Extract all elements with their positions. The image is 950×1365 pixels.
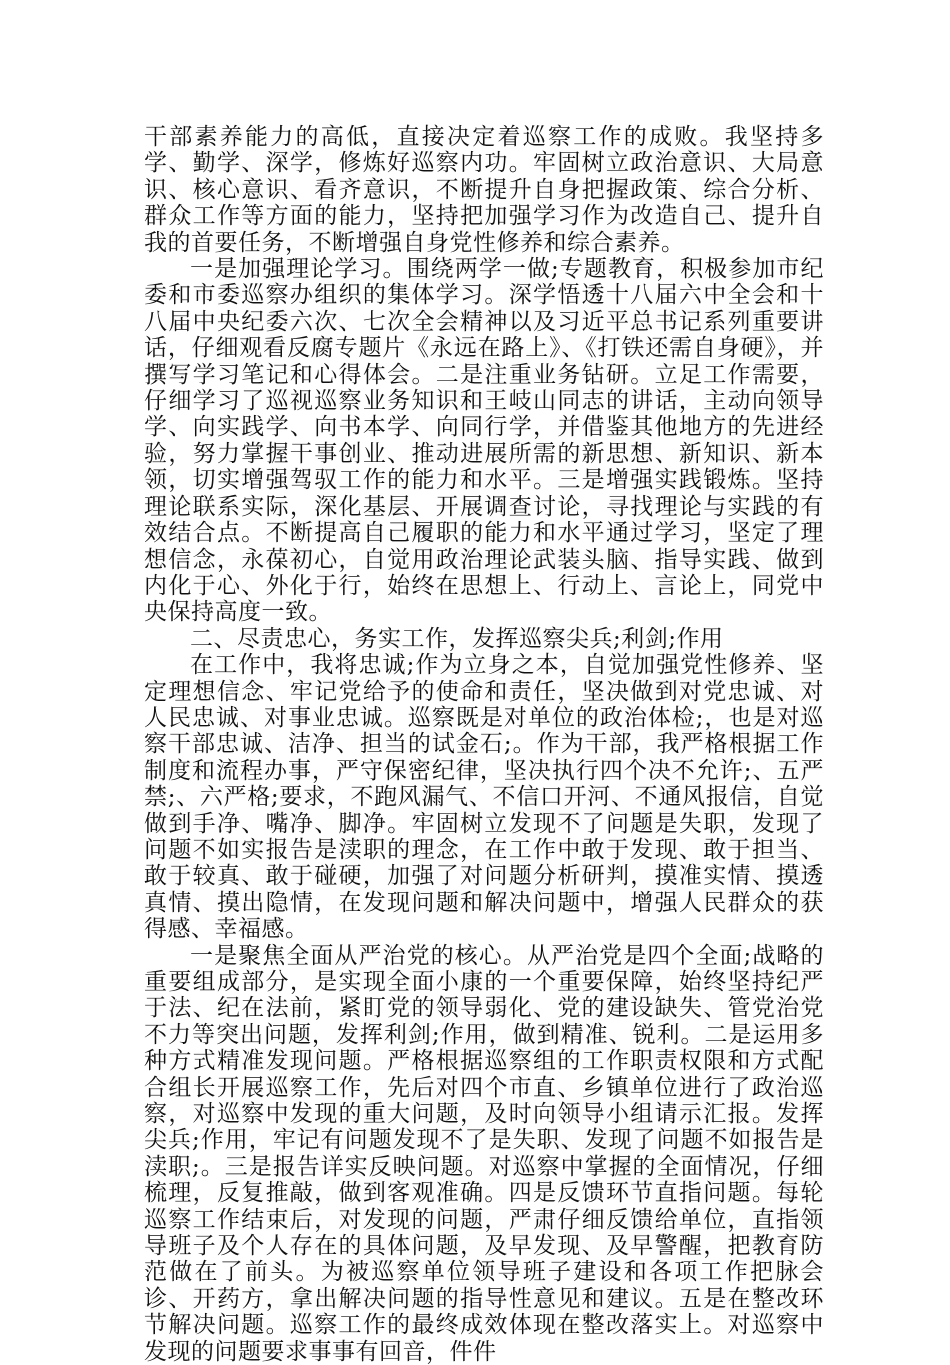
paragraph-continued-intro: 干部素养能力的高低，直接决定着巡察工作的成败。我坚持多学、勤学、深学，修炼好巡察内功。牢固树立政治意识、大局意识、核心意识、看齐意识，不断提升自身把握政策、综合分析、群众工作等方面的能力，坚持把加强学习作为改造自己、提升自我的首要任务，不断增强自身党性修养和综合素养。 [144,124,824,256]
paragraph-theory-study: 一是加强理论学习。围绕两学一做;专题教育，积极参加市纪委和市委巡察办组织的集体学习。深学悟透十八届六中全会和十八届中央纪委六次、七次全会精神以及习近平总书记系列重要讲话，仔细观看反腐专题片《永远在路上》、《打铁还需自身硬》，并撰写学习笔记和心得体会。二是注重业务钻研。立足工作需要，仔细学习了巡视巡察业务知识和王岐山同志的讲话，主动向领导学、向实践学、向书本学、向同行学，并借鉴其他地方的先进经验，努力掌握干事创业、推动进展所需的新思想、新知识、新本领，切实增强驾驭工作的能力和水平。三是增强实践锻炼。坚持理论联系实际，深化基层、开展调查讨论，寻找理论与实践的有效结合点。不断提高自己履职的能力和水平通过学习，坚定了理想信念，永葆初心，自觉用政治理论武装头脑、指导实践、做到内化于心、外化于行，始终在思想上、行动上、言论上，同党中央保持高度一致。 [144,256,824,626]
paragraph-loyalty: 在工作中，我将忠诚;作为立身之本，自觉加强党性修养、坚定理想信念、牢记党给予的使命和责任，坚决做到对党忠诚、对人民忠诚、对事业忠诚。巡察既是对单位的政治体检;，也是对巡察干部忠诚、洁净、担当的试金石;。作为干部，我严格根据工作制度和流程办事，严守保密纪律，坚决执行四个决不允许;、五严禁;、六严格;要求，不跑风漏气、不信口开河、不通风报信，自觉做到手净、嘴净、脚净。牢固树立发现不了问题是失职，发现了问题不如实报告是渎职的理念，在工作中敢于发现、敢于担当、敢于较真、敢于碰硬，加强了对问题分析研判，摸准实情、摸透真情、摸出隐情，在发现问题和解决问题中，增强人民群众的获得感、幸福感。 [144,652,824,943]
document-body [144,124,824,1365]
paragraph-strict-governance: 一是聚焦全面从严治党的核心。从严治党是四个全面;战略的重要组成部分，是实现全面小康的一个重要保障，始终坚持纪严于法、纪在法前，紧盯党的领导弱化、党的建设缺失、管党治党不力等突出问题，发挥利剑;作用，做到精准、锐利。二是运用多种方式精准发现问题。严格根据巡察组的工作职责权限和方式配合组长开展巡察工作，先后对四个市直、乡镇单位进行了政治巡察，对巡察中发现的重大问题，及时向领导小组请示汇报。发挥尖兵;作用，牢记有问题发现不了是失职、发现了问题不如报告是渎职;。三是报告详实反映问题。对巡察中掌握的全面情况，仔细梳理，反复推敲，做到客观准确。四是反馈环节直指问题。每轮巡察工作结束后，对发现的问题，严肃仔细反馈给单位，直指领导班子及个人存在的具体问题，及早发现、及早警醒，把教育防范做在了前头。为被巡察单位领导班子建设和各项工作把脉会诊、开药方，拿出解决问题的指导性意见和建议。五是在整改环节解决问题。巡察工作的最终成效体现在整改落实上。对巡察中发现的问题要求事事有回音，件件 [144,942,824,1365]
section-heading-duty: 二、尽责忠心，务实工作，发挥巡察尖兵;利剑;作用 [190,625,724,652]
